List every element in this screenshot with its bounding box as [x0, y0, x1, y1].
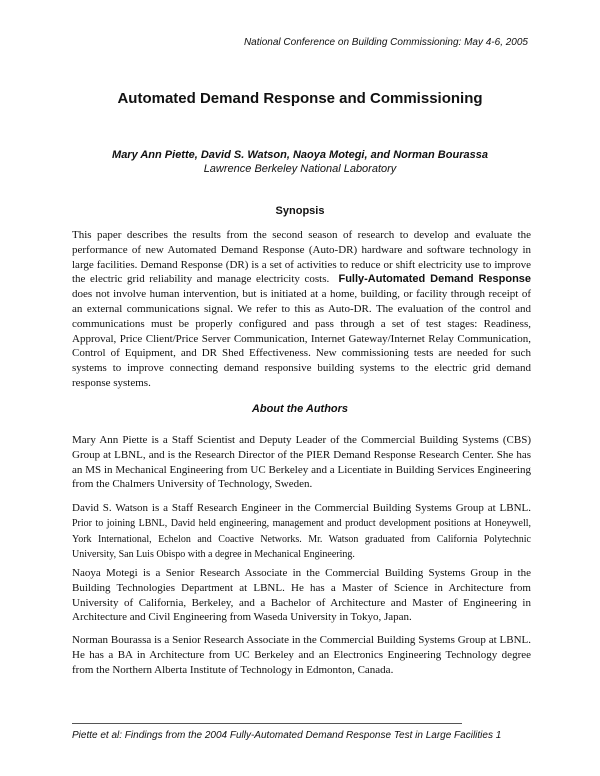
synopsis-heading: Synopsis [275, 205, 325, 217]
bio-motegi: Naoya Motegi is a Senior Research Associate in the Commercial Building Systems Group in the Building Technologies Department at LBNL. He has a Master of Science in Architecture from University of California, Berkeley, and a Bachelor of Architecture and Master of Engineering in Architecture and Civil Engineering from Waseda University in Tokyo, Japan. [72, 567, 531, 624]
paper-title: Automated Demand Response and Commissioning [117, 90, 483, 107]
bio-watson [72, 501, 531, 563]
bio-watson-small: Prior to joining LBNL, David held engineering, management and product development positions at Honeywell, York International, Echelon and Coactive Networks. Mr. Watson graduated from California Polytechnic University, San Luis Obispo with a degree in Mechanical Engineering. [72, 517, 531, 561]
footer-rule [72, 723, 462, 724]
bio-bourassa: Norman Bourassa is a Senior Research Associate in the Commercial Building Systems Group at LBNL. He has a BA in Architecture from UC Berkeley and an Electronics Engineering Technology degree from the Northern Alberta Institute of Technology in Edmonton, Canada. [72, 634, 531, 676]
bio-watson-main: David S. Watson is a Staff Research Engineer in the Commercial Building Systems Group at LBNL. [72, 502, 531, 514]
synopsis-text-after: does not involve human intervention, but is initiated at a home, building, or facility through receipt of an external communications signal. We refer to this as Auto-DR. The evaluation of the control and communications must be properly configured and pass through a set of test stages: Readiness, Approval, Price Client/Price Server Communication, Internet Gateway/Internet Relay Communication, Control of Equipment, and DR Shed Effectiveness. New commissioning tests are needed for such systems to improve connecting demand responsive building systems to the electric grid demand response systems. [72, 288, 531, 389]
conference-header: National Conference on Building Commissioning: May 4-6, 2005 [243, 37, 528, 48]
page-footer: Piette et al: Findings from the 2004 Fully-Automated Demand Response Test in Large Facilities 1 [72, 730, 502, 741]
synopsis-text-before: This paper describes the results from the second season of research to develop and evaluate the performance of new Automated Demand Response (Auto-DR) hardware and software technology in large facilities. Demand Response (DR) is a set of activities to reduce or shift electricity use to improve the electric grid reliability and manage electricity costs. [72, 229, 531, 286]
synopsis-paragraph [72, 228, 531, 391]
affiliation: Lawrence Berkeley National Laboratory [203, 163, 397, 175]
author-list: Mary Ann Piette, David S. Watson, Naoya Motegi, and Norman Bourassa [112, 149, 488, 161]
about-authors-heading: About the Authors [251, 403, 349, 415]
synopsis-bold-term: Fully-Automated Demand Response [338, 273, 532, 286]
bio-piette: Mary Ann Piette is a Staff Scientist and Deputy Leader of the Commercial Building Systems (CBS) Group at LBNL, and is the Research Director of the PIER Demand Response Research Center. She has an MS in Mechanical Engineering from UC Berkeley and a Licentiate in Building Services Engineering from the Chalmers University of Technology, Sweden. [72, 434, 531, 491]
